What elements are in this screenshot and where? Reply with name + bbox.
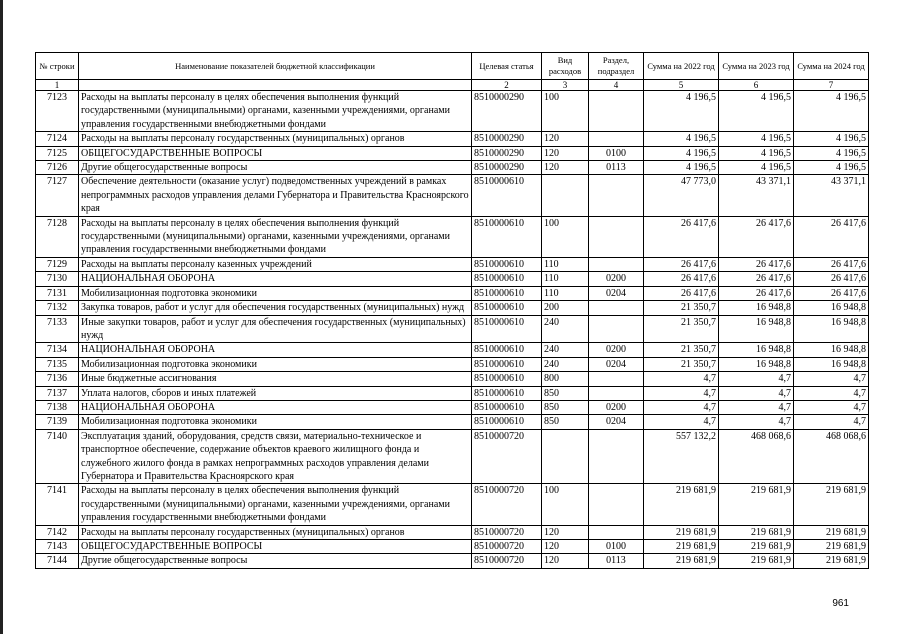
row-number: 7123 (36, 91, 79, 132)
amount-2022: 21 350,7 (644, 301, 719, 315)
expense-kind: 120 (542, 554, 589, 568)
table-row (36, 301, 869, 315)
amount-2024: 219 681,9 (794, 525, 869, 539)
target-article: 8510000610 (472, 272, 542, 286)
table-row (36, 429, 869, 484)
amount-2023: 219 681,9 (719, 554, 794, 568)
table-row (36, 525, 869, 539)
indicator-name: Уплата налогов, сборов и иных платежей (79, 386, 472, 400)
expense-kind (542, 175, 589, 216)
expense-kind: 850 (542, 386, 589, 400)
section-code: 0204 (589, 415, 644, 429)
amount-2024: 4,7 (794, 415, 869, 429)
table-row (36, 484, 869, 525)
section-code: 0200 (589, 343, 644, 357)
amount-2023: 16 948,8 (719, 343, 794, 357)
expense-kind: 100 (542, 91, 589, 132)
amount-2023: 26 417,6 (719, 216, 794, 257)
indicator-name: Мобилизационная подготовка экономики (79, 415, 472, 429)
amount-2023: 468 068,6 (719, 429, 794, 484)
table-row (36, 386, 869, 400)
row-number: 7143 (36, 540, 79, 554)
expense-kind: 120 (542, 132, 589, 146)
amount-2023: 4 196,5 (719, 146, 794, 160)
table-row (36, 400, 869, 414)
amount-2024: 4 196,5 (794, 132, 869, 146)
amount-2024: 4 196,5 (794, 91, 869, 132)
target-article: 8510000720 (472, 525, 542, 539)
amount-2023: 26 417,6 (719, 286, 794, 300)
indicator-name: Закупка товаров, работ и услуг для обеспечения государственных (муниципальных) нужд (79, 301, 472, 315)
amount-2024: 219 681,9 (794, 540, 869, 554)
target-article: 8510000610 (472, 175, 542, 216)
section-code (589, 484, 644, 525)
table-row (36, 554, 869, 568)
header-sum-2023: Сумма на 2023 год (719, 53, 794, 80)
section-code: 0200 (589, 272, 644, 286)
amount-2023: 4,7 (719, 400, 794, 414)
row-number: 7131 (36, 286, 79, 300)
row-number: 7124 (36, 132, 79, 146)
expense-kind: 100 (542, 216, 589, 257)
amount-2022: 26 417,6 (644, 216, 719, 257)
amount-2024: 16 948,8 (794, 315, 869, 343)
row-number: 7128 (36, 216, 79, 257)
row-number: 7134 (36, 343, 79, 357)
table-row (36, 315, 869, 343)
indicator-name: Расходы на выплаты персоналу государственных (муниципальных) органов (79, 132, 472, 146)
table-body (36, 91, 869, 569)
section-code (589, 257, 644, 271)
section-code (589, 175, 644, 216)
indicator-name: Расходы на выплаты персоналу в целях обеспечения выполнения функций государственными (муниципальными) органами, казенными учреждениями, органами управления государственными внебюджетными фондами (79, 216, 472, 257)
header-name: Наименование показателей бюджетной классификации (79, 53, 472, 80)
section-code: 0200 (589, 400, 644, 414)
amount-2024: 43 371,1 (794, 175, 869, 216)
expense-kind: 110 (542, 272, 589, 286)
target-article: 8510000610 (472, 343, 542, 357)
header-kind: Вид расходов (542, 53, 589, 80)
target-article: 8510000610 (472, 357, 542, 371)
amount-2022: 4,7 (644, 386, 719, 400)
indicator-name: Расходы на выплаты персоналу в целях обеспечения выполнения функций государственными (муниципальными) органами, казенными учреждениями, органами управления государственными внебюджетными фондами (79, 91, 472, 132)
amount-2023: 16 948,8 (719, 357, 794, 371)
expense-kind (542, 429, 589, 484)
section-code (589, 132, 644, 146)
column-number: 7 (794, 80, 869, 91)
amount-2022: 4,7 (644, 415, 719, 429)
row-number: 7135 (36, 357, 79, 371)
target-article: 8510000720 (472, 429, 542, 484)
budget-table (35, 52, 869, 569)
amount-2022: 47 773,0 (644, 175, 719, 216)
indicator-name: Мобилизационная подготовка экономики (79, 357, 472, 371)
row-number: 7126 (36, 161, 79, 175)
section-code (589, 315, 644, 343)
section-code (589, 429, 644, 484)
indicator-name: Эксплуатация зданий, оборудования, средств связи, материально-техническое и транспортное обеспечение, содержание объектов краевого жилищного фонда и служебного жилого фонда в рамках непрограммных расходов управления делами Губернатора и Правительства Красноярского края (79, 429, 472, 484)
amount-2024: 4,7 (794, 400, 869, 414)
expense-kind: 120 (542, 525, 589, 539)
amount-2024: 219 681,9 (794, 554, 869, 568)
row-number: 7130 (36, 272, 79, 286)
indicator-name: Обеспечение деятельности (оказание услуг) подведомственных учреждений в рамках непрограммных расходов управления делами Губернатора и Правительства Красноярского края (79, 175, 472, 216)
section-code (589, 525, 644, 539)
amount-2023: 26 417,6 (719, 257, 794, 271)
expense-kind: 240 (542, 357, 589, 371)
target-article: 8510000610 (472, 400, 542, 414)
indicator-name: Расходы на выплаты персоналу государственных (муниципальных) органов (79, 525, 472, 539)
header-sum-2024: Сумма на 2024 год (794, 53, 869, 80)
table-row (36, 132, 869, 146)
amount-2024: 16 948,8 (794, 357, 869, 371)
page-left-edge (0, 0, 3, 634)
column-number-row (36, 80, 869, 91)
table-row (36, 343, 869, 357)
table-row (36, 91, 869, 132)
row-number: 7140 (36, 429, 79, 484)
indicator-name: ОБЩЕГОСУДАРСТВЕННЫЕ ВОПРОСЫ (79, 540, 472, 554)
amount-2023: 4,7 (719, 415, 794, 429)
indicator-name: Мобилизационная подготовка экономики (79, 286, 472, 300)
table-row (36, 286, 869, 300)
table-row (36, 415, 869, 429)
expense-kind: 850 (542, 415, 589, 429)
expense-kind: 200 (542, 301, 589, 315)
indicator-name: Другие общегосударственные вопросы (79, 554, 472, 568)
target-article: 8510000290 (472, 132, 542, 146)
indicator-name: Иные закупки товаров, работ и услуг для обеспечения государственных (муниципальных) нужд (79, 315, 472, 343)
indicator-name: ОБЩЕГОСУДАРСТВЕННЫЕ ВОПРОСЫ (79, 146, 472, 160)
amount-2022: 219 681,9 (644, 525, 719, 539)
indicator-name: Иные бюджетные ассигнования (79, 372, 472, 386)
amount-2024: 219 681,9 (794, 484, 869, 525)
section-code (589, 301, 644, 315)
amount-2022: 4,7 (644, 372, 719, 386)
section-code: 0204 (589, 286, 644, 300)
amount-2024: 4,7 (794, 386, 869, 400)
section-code (589, 386, 644, 400)
row-number: 7142 (36, 525, 79, 539)
amount-2023: 219 681,9 (719, 525, 794, 539)
indicator-name: Расходы на выплаты персоналу казенных учреждений (79, 257, 472, 271)
row-number: 7125 (36, 146, 79, 160)
section-code (589, 216, 644, 257)
table-row (36, 272, 869, 286)
expense-kind: 120 (542, 540, 589, 554)
amount-2023: 4,7 (719, 372, 794, 386)
amount-2023: 16 948,8 (719, 301, 794, 315)
header-row-no: № строки (36, 53, 79, 80)
amount-2022: 219 681,9 (644, 554, 719, 568)
amount-2024: 26 417,6 (794, 257, 869, 271)
amount-2022: 26 417,6 (644, 272, 719, 286)
target-article: 8510000610 (472, 386, 542, 400)
indicator-name: НАЦИОНАЛЬНАЯ ОБОРОНА (79, 400, 472, 414)
table-row (36, 216, 869, 257)
target-article: 8510000290 (472, 161, 542, 175)
row-number: 7132 (36, 301, 79, 315)
section-code: 0113 (589, 161, 644, 175)
section-code: 0100 (589, 540, 644, 554)
target-article: 8510000290 (472, 146, 542, 160)
header-sum-2022: Сумма на 2022 год (644, 53, 719, 80)
expense-kind: 120 (542, 146, 589, 160)
target-article: 8510000610 (472, 372, 542, 386)
row-number: 7144 (36, 554, 79, 568)
column-number: 5 (644, 80, 719, 91)
row-number: 7137 (36, 386, 79, 400)
target-article: 8510000610 (472, 216, 542, 257)
amount-2024: 468 068,6 (794, 429, 869, 484)
expense-kind: 850 (542, 400, 589, 414)
amount-2023: 219 681,9 (719, 484, 794, 525)
section-code (589, 91, 644, 132)
expense-kind: 110 (542, 257, 589, 271)
table-row (36, 175, 869, 216)
target-article: 8510000610 (472, 257, 542, 271)
target-article: 8510000290 (472, 91, 542, 132)
column-number (79, 80, 472, 91)
amount-2022: 4 196,5 (644, 132, 719, 146)
amount-2022: 26 417,6 (644, 257, 719, 271)
amount-2024: 16 948,8 (794, 343, 869, 357)
amount-2024: 16 948,8 (794, 301, 869, 315)
amount-2022: 21 350,7 (644, 343, 719, 357)
target-article: 8510000610 (472, 315, 542, 343)
row-number: 7136 (36, 372, 79, 386)
amount-2023: 219 681,9 (719, 540, 794, 554)
column-number: 6 (719, 80, 794, 91)
indicator-name: Расходы на выплаты персоналу в целях обеспечения выполнения функций государственными (муниципальными) органами, казенными учреждениями, органами управления государственными внебюджетными фондами (79, 484, 472, 525)
table-row (36, 357, 869, 371)
expense-kind: 100 (542, 484, 589, 525)
amount-2024: 26 417,6 (794, 272, 869, 286)
amount-2022: 4,7 (644, 400, 719, 414)
amount-2022: 4 196,5 (644, 146, 719, 160)
amount-2023: 4 196,5 (719, 161, 794, 175)
amount-2022: 21 350,7 (644, 315, 719, 343)
amount-2024: 26 417,6 (794, 286, 869, 300)
amount-2022: 557 132,2 (644, 429, 719, 484)
amount-2023: 4 196,5 (719, 132, 794, 146)
row-number: 7141 (36, 484, 79, 525)
target-article: 8510000610 (472, 301, 542, 315)
indicator-name: НАЦИОНАЛЬНАЯ ОБОРОНА (79, 272, 472, 286)
amount-2023: 4,7 (719, 386, 794, 400)
section-code: 0204 (589, 357, 644, 371)
table-row (36, 161, 869, 175)
amount-2024: 26 417,6 (794, 216, 869, 257)
row-number: 7127 (36, 175, 79, 216)
target-article: 8510000720 (472, 554, 542, 568)
amount-2022: 21 350,7 (644, 357, 719, 371)
table-row (36, 372, 869, 386)
row-number: 7129 (36, 257, 79, 271)
row-number: 7133 (36, 315, 79, 343)
section-code (589, 372, 644, 386)
table-row (36, 146, 869, 160)
expense-kind: 120 (542, 161, 589, 175)
amount-2023: 43 371,1 (719, 175, 794, 216)
column-number: 2 (472, 80, 542, 91)
amount-2022: 219 681,9 (644, 540, 719, 554)
amount-2022: 4 196,5 (644, 161, 719, 175)
amount-2022: 4 196,5 (644, 91, 719, 132)
table-header-row (36, 53, 869, 80)
amount-2024: 4,7 (794, 372, 869, 386)
target-article: 8510000720 (472, 484, 542, 525)
table-row (36, 257, 869, 271)
expense-kind: 240 (542, 315, 589, 343)
amount-2022: 26 417,6 (644, 286, 719, 300)
column-number: 4 (589, 80, 644, 91)
page-number: 961 (832, 598, 849, 609)
indicator-name: НАЦИОНАЛЬНАЯ ОБОРОНА (79, 343, 472, 357)
column-number: 1 (36, 80, 79, 91)
expense-kind: 240 (542, 343, 589, 357)
target-article: 8510000610 (472, 415, 542, 429)
target-article: 8510000610 (472, 286, 542, 300)
table-row (36, 540, 869, 554)
row-number: 7139 (36, 415, 79, 429)
amount-2024: 4 196,5 (794, 146, 869, 160)
target-article: 8510000720 (472, 540, 542, 554)
column-number: 3 (542, 80, 589, 91)
expense-kind: 800 (542, 372, 589, 386)
amount-2023: 16 948,8 (719, 315, 794, 343)
amount-2024: 4 196,5 (794, 161, 869, 175)
header-target: Целевая статья (472, 53, 542, 80)
amount-2023: 26 417,6 (719, 272, 794, 286)
amount-2023: 4 196,5 (719, 91, 794, 132)
expense-kind: 110 (542, 286, 589, 300)
amount-2022: 219 681,9 (644, 484, 719, 525)
row-number: 7138 (36, 400, 79, 414)
header-section: Раздел, подраздел (589, 53, 644, 80)
indicator-name: Другие общегосударственные вопросы (79, 161, 472, 175)
section-code: 0113 (589, 554, 644, 568)
section-code: 0100 (589, 146, 644, 160)
